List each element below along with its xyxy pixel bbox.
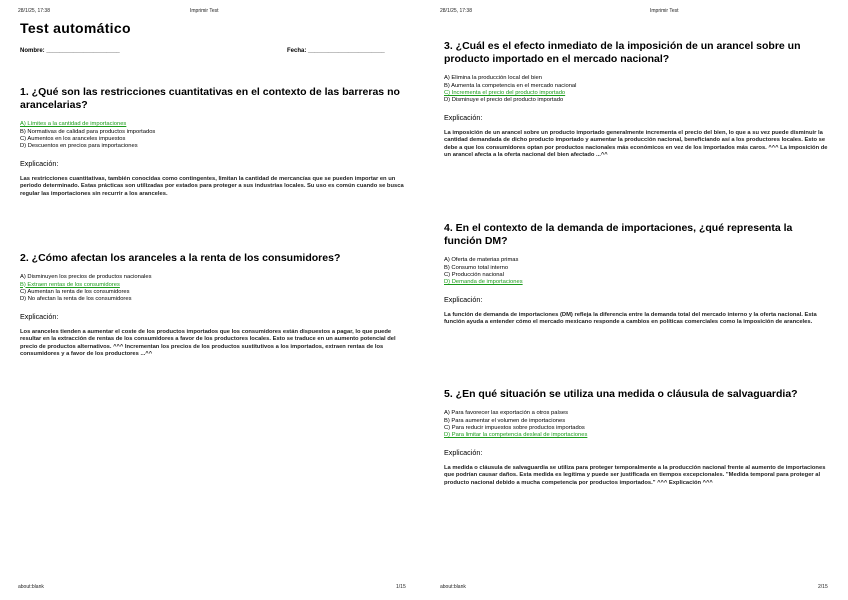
option-item: D) No afectan la renta de los consumidores <box>20 296 132 303</box>
option-item: C) Producción nacional <box>444 272 504 279</box>
explanation-label: Explicación: <box>20 311 59 321</box>
options-list <box>444 410 829 440</box>
option-item: D) Descuentos en precios para importaciones <box>20 143 138 150</box>
explanation-text: La imposición de un arancel sobre un producto importado generalmente incrementa el precio del bien, lo que a su vez puede disminuir la cantidad demandada de dicho producto importado y aumentar la producción nacional, beneficiando así a los productores locales. Esto se debe a que los consumidores optan por productos nacionales más económicos en vez de los importados más caros. ^^^ La imposición de un arancel afecta a la oferta nacional del bien afectado ...^^ <box>444 129 828 159</box>
option-item: D) Disminuye el precio del producto importado <box>444 97 564 104</box>
explanation-text: La función de demanda de importaciones (DM) refleja la diferencia entre la demanda total del mercado interno y la oferta nacional. Esta función ayuda a entender cómo el mercado mexicano responde a cambios en políticas comerciales como la imposición de aranceles. <box>444 311 817 326</box>
question-title: 3. ¿Cuál es el efecto inmediato de la imposición de un arancel sobre un producto importado en el mercado nacional? <box>444 40 801 66</box>
option-item-correct: A) Límites a la cantidad de importaciones <box>20 121 127 128</box>
options-list <box>444 75 829 105</box>
option-item-correct: D) Para limitar la competencia desleal de importaciones <box>444 432 588 439</box>
page-footer-url: about:blank <box>440 584 466 590</box>
question-title: 1. ¿Qué son las restricciones cuantitativas en el contexto de las barreras no arancelarias? <box>20 86 400 112</box>
options-list <box>20 121 405 151</box>
page-header-title: Imprimir Test <box>190 8 219 14</box>
question-block <box>444 40 829 160</box>
option-item: A) Elimina la producción local del bien <box>444 75 542 82</box>
page-header-date: 28/1/25, 17:38 <box>440 8 472 14</box>
option-item: A) Disminuyen los precios de productos nacionales <box>20 274 152 281</box>
page-footer-url: about:blank <box>18 584 44 590</box>
question-title: 5. ¿En qué situación se utiliza una medida o cláusula de salvaguardia? <box>444 388 798 400</box>
question-title: 4. En el contexto de la demanda de importaciones, ¿qué representa la función DM? <box>444 222 793 248</box>
explanation-text: Las restricciones cuantitativas, también conocidas como contingentes, limitan la cantidad de mercancías que se pueden importar en un periodo determinado. Estas prácticas son utilizadas por estados para proteger a sus industrias locales. Su uso es común cuando se busca regular las importaciones sin recurrir a los aranceles. <box>20 175 404 197</box>
explanation-label: Explicación: <box>20 158 59 168</box>
date-field-label: Fecha: _______________________ <box>287 48 385 54</box>
explanation-text: La medida o cláusula de salvaguardia se utiliza para proteger temporalmente a la producción nacional frente al aumento de importaciones que podrían causar daños. Esta medida es legítima y puede ser justificada en tiempos excepcionales. "Medida temporal para proteger al producto nacional debido a mucha competencia por productos importados." ^^^ Explicación ^^^ <box>444 464 826 486</box>
question-block <box>444 222 829 327</box>
option-item-correct: C) Incrementa el precio del producto importado <box>444 90 566 97</box>
page-header-title: Imprimir Test <box>650 8 679 14</box>
option-item: B) Consumo total interno <box>444 264 509 271</box>
option-item: A) Para favorecer las exportación a otros países <box>444 410 569 417</box>
document-title: Test automático <box>20 20 131 36</box>
question-title: 2. ¿Cómo afectan los aranceles a la renta de los consumidores? <box>20 252 341 264</box>
explanation-label: Explicación: <box>444 447 483 457</box>
page-footer-number: 1/15 <box>396 584 406 590</box>
explanation-label: Explicación: <box>444 294 483 304</box>
print-page-2 <box>424 0 848 600</box>
option-item: C) Aumentos en los aranceles impuestos <box>20 136 126 143</box>
option-item: B) Para aumentar el volumen de importaciones <box>444 417 566 424</box>
option-item: C) Para reducir impuestos sobre productos importados <box>444 424 585 431</box>
option-item: B) Normativas de calidad para productos importados <box>20 128 156 135</box>
option-item-correct: B) Extraen rentas de los consumidores <box>20 281 120 288</box>
page-header-date: 28/1/25, 17:38 <box>18 8 50 14</box>
options-list <box>20 274 405 304</box>
page-footer-number: 2/15 <box>818 584 828 590</box>
option-item: C) Aumentan la renta de los consumidores <box>20 288 130 295</box>
question-block <box>444 388 829 487</box>
option-item: A) Oferta de materias primas <box>444 257 519 264</box>
question-block <box>20 252 405 359</box>
explanation-text: Los aranceles tienden a aumentar el coste de los productos importados que los consumidores están dispuestos a pagar, lo que puede resultar en la extracción de rentas de los consumidores a favor de los productores locales. Esto se traduce en un aumento potencial del precio de productos alternativos. ^^^ Incrementan los precios de los productos sustitutivos a los importados, extraen rentas de los consumidores y a favor de los productores ...^^ <box>20 328 396 358</box>
question-block <box>20 86 405 198</box>
option-item: B) Aumenta la competencia en el mercado nacional <box>444 82 577 89</box>
name-field-label: Nombre: ______________________ <box>20 48 120 54</box>
explanation-label: Explicación: <box>444 112 483 122</box>
options-list <box>444 257 829 287</box>
option-item-correct: D) Demanda de importaciones <box>444 279 523 286</box>
